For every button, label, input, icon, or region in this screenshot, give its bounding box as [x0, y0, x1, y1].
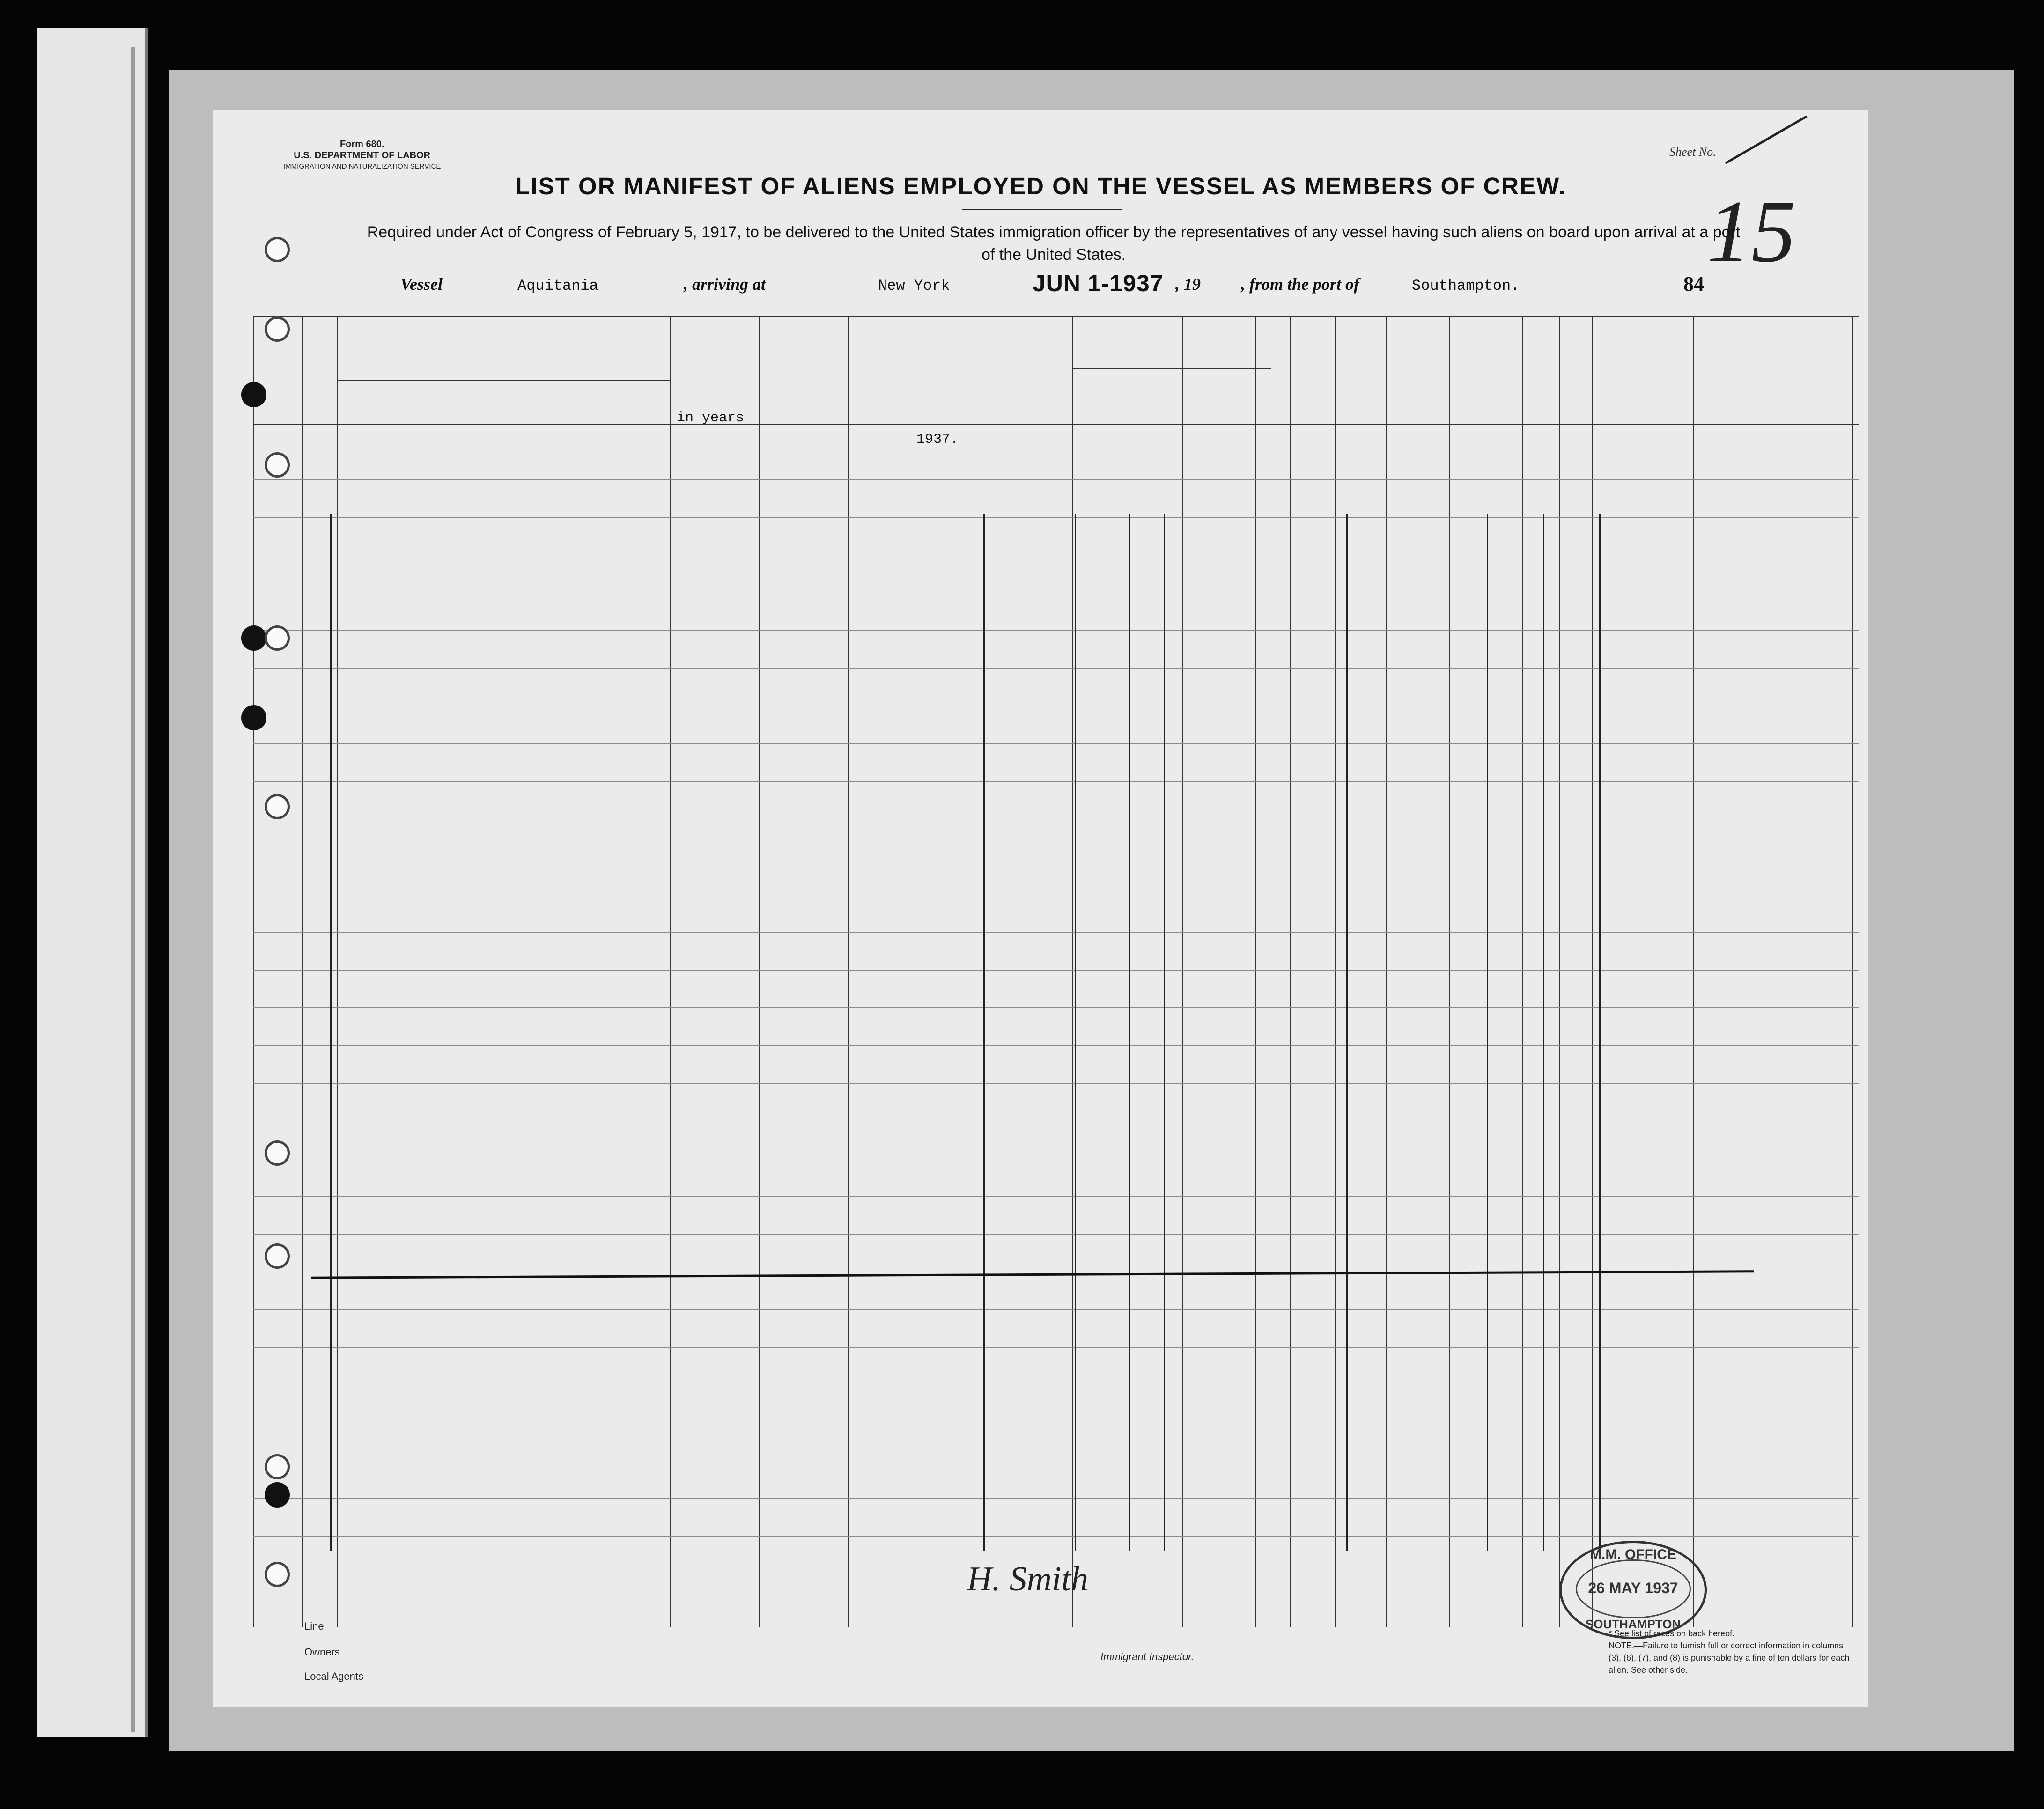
- row-rule: [253, 1083, 1859, 1084]
- ditto-line: [1129, 514, 1130, 1552]
- page-subtitle: Required under Act of Congress of February 5, 1917, to be delivered to the United States immigration officer by the representatives of any vessel having such aliens on board upon arrival at a port of the United States.: [367, 223, 1741, 264]
- row-rule: [253, 932, 1859, 933]
- owners-label: Owners: [304, 1646, 340, 1658]
- mm-office-stamp: M.M. OFFICE 26 MAY 1937 SOUTHAMPTON: [1559, 1541, 1707, 1639]
- row-rule: [253, 1498, 1859, 1499]
- arriving-label: , arriving at: [684, 275, 766, 294]
- title-rule: [962, 209, 1122, 210]
- inspector-label: Immigrant Inspector.: [1100, 1651, 1194, 1662]
- punch-hole: [241, 625, 266, 651]
- name-subheader-rule: [337, 380, 670, 381]
- sheet-pen-mark: [1725, 115, 1808, 164]
- back-sheet: [37, 28, 148, 1737]
- ditto-line: [1543, 514, 1544, 1552]
- row-rule: [253, 517, 1859, 518]
- vessel-line: [213, 270, 1868, 302]
- arrival-date-stamp: JUN 1-1937: [1033, 270, 1164, 296]
- manifest-table: [253, 316, 1859, 1627]
- handwritten-sheet-number: 15: [1707, 183, 1796, 281]
- punch-hole: [241, 705, 266, 730]
- ditto-line: [1599, 514, 1601, 1552]
- punch-hole: [265, 452, 290, 478]
- row-rule: [253, 781, 1859, 782]
- column-rule: [1852, 316, 1853, 1627]
- ditto-line: [983, 514, 985, 1552]
- column-rule: [1693, 316, 1694, 1627]
- row-rule: [253, 668, 1859, 669]
- punch-hole: [265, 1454, 290, 1479]
- footnotes: * See list of races on back hereof. NOTE.—Failure to furnish full or correct information in columns (3), (6), (7), and (8) is punishable by a fine of ten dollars for each alien. See other side.: [1609, 1629, 1850, 1675]
- punch-hole: [265, 794, 290, 819]
- column-rule: [1182, 316, 1183, 1627]
- row-rule: [253, 1347, 1859, 1348]
- punch-hole: [265, 1140, 290, 1166]
- row-rule: [253, 1309, 1859, 1310]
- page-title: LIST OR MANIFEST OF ALIENS EMPLOYED ON THE VESSEL AS MEMBERS OF CREW.: [515, 173, 1566, 199]
- inspector-signature: H. Smith: [967, 1560, 1088, 1598]
- form-id: Form 680. U.S. DEPARTMENT OF LABOR IMMIGRATION AND NATURALIZATION SERVICE: [283, 139, 441, 170]
- column-rule: [1522, 316, 1523, 1627]
- ditto-line: [1346, 514, 1348, 1552]
- manifest-page: [213, 110, 1868, 1707]
- column-rule: [1072, 316, 1073, 1627]
- ditto-line: [1164, 514, 1165, 1552]
- punch-hole: [265, 1243, 290, 1269]
- column-rule: [302, 316, 303, 1627]
- ditto-line: [1075, 514, 1076, 1552]
- agents-label: Local Agents: [304, 1670, 363, 1682]
- row-rule: [253, 1045, 1859, 1046]
- column-rule: [759, 316, 760, 1627]
- punch-hole: [265, 625, 290, 651]
- column-rule: [337, 316, 338, 1627]
- column-rule: [1290, 316, 1291, 1627]
- sheet-number-label: Sheet No.: [1669, 145, 1716, 159]
- year-label: , 19: [1175, 275, 1201, 294]
- subheader-rule: [1072, 368, 1271, 369]
- vessel-label: Vessel: [400, 275, 443, 294]
- row-rule: [253, 1007, 1859, 1008]
- column-rule: [1449, 316, 1450, 1627]
- column-rule: [1255, 316, 1256, 1627]
- punch-hole: [265, 1562, 290, 1587]
- punch-hole: [265, 316, 290, 342]
- ditto-line: [330, 514, 332, 1552]
- vessel-name: Aquitania: [517, 277, 598, 294]
- row-rule: [253, 743, 1859, 744]
- column-rule: [670, 316, 671, 1627]
- header-bottom-rule: [253, 424, 1859, 425]
- row-rule: [253, 1196, 1859, 1197]
- column-rule: [253, 316, 254, 1627]
- ditto-line: [1487, 514, 1488, 1552]
- line-label: Line: [304, 1620, 324, 1632]
- punch-hole: [241, 382, 266, 407]
- row-rule: [253, 970, 1859, 971]
- row-rule: [253, 630, 1859, 631]
- punch-hole: [265, 237, 290, 262]
- row-rule: [253, 479, 1859, 480]
- column-rule: [848, 316, 849, 1627]
- arriving-port: New York: [878, 277, 950, 294]
- column-rule: [1335, 316, 1336, 1627]
- table-top-rule: [253, 316, 1859, 317]
- punch-hole: [265, 1482, 290, 1508]
- in-years-label: in years: [677, 410, 745, 426]
- year-note: 1937.: [916, 432, 959, 448]
- column-rule: [1386, 316, 1387, 1627]
- column-rule: [1559, 316, 1560, 1627]
- column-rule: [1592, 316, 1593, 1627]
- page-number: 84: [1683, 272, 1704, 295]
- row-rule: [253, 1536, 1859, 1537]
- from-port: Southampton.: [1412, 277, 1520, 294]
- from-port-label: , from the port of: [1241, 275, 1360, 294]
- row-rule: [253, 1234, 1859, 1235]
